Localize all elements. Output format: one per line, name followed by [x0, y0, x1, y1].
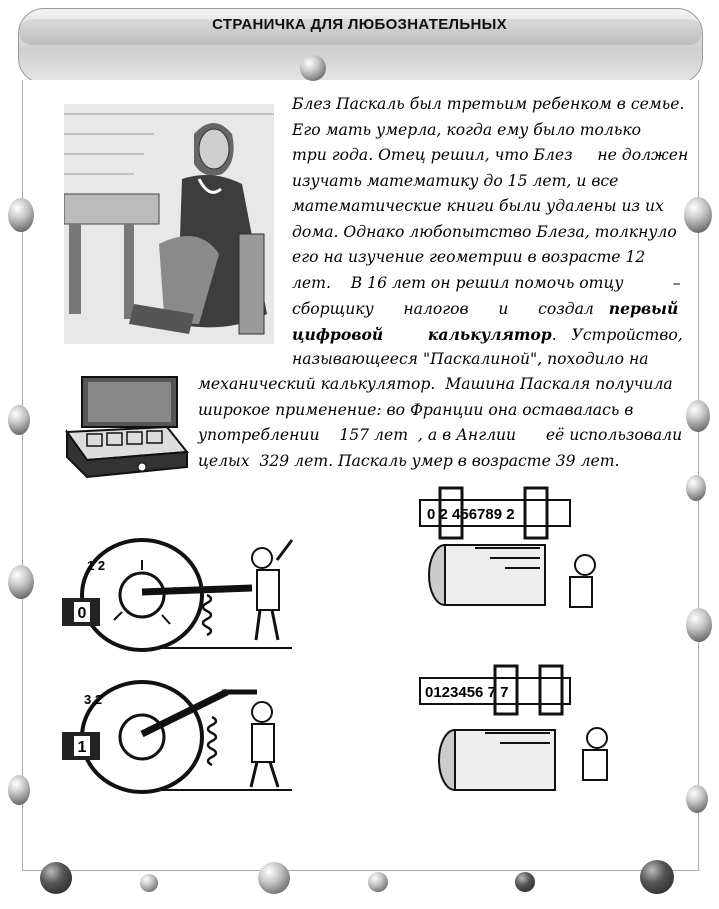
text-line: три года. Отец решил, что Блез не должен	[292, 146, 689, 164]
bead-decoration	[684, 197, 712, 233]
text-line: Блез Паскаль был третьим ребенком в семье.	[292, 95, 685, 113]
text-line: употреблении 157 лет , а в Англии её использовали	[198, 426, 683, 444]
wheel-mechanism-bottom-image	[62, 672, 302, 797]
bead-decoration	[640, 860, 674, 894]
text-line: целых 329 лет. Паскаль умер в возрасте 39 лет.	[198, 451, 620, 470]
pascaline-paragraph	[198, 372, 683, 474]
page-title: СТРАНИЧКА ДЛЯ ЛЮБОЗНАТЕЛЬНЫХ	[212, 16, 507, 33]
text-segment: . Устройство,	[551, 325, 683, 344]
bead-decoration	[8, 405, 30, 435]
text-line: изучать математику до 15 лет, и все	[292, 171, 619, 190]
text-line: дома. Однако любопытство Блеза, толкнуло	[292, 222, 677, 241]
pascaline-box-image	[62, 372, 192, 492]
bead-decoration	[40, 862, 72, 894]
text-line: его на изучение геометрии в возрасте 12	[292, 248, 646, 266]
intro-paragraph	[292, 92, 689, 373]
wheel-numbers-bottom: 3 2	[84, 692, 103, 707]
text-segment: сборщику налогов и создал	[292, 300, 594, 318]
wheel-digit-bottom: 1	[77, 739, 87, 756]
text-line	[292, 322, 683, 348]
bead-decoration	[686, 400, 710, 432]
bead-decoration	[140, 874, 158, 892]
bold-text: калькулятор	[427, 324, 552, 344]
bead-decoration	[8, 198, 34, 232]
bead-decoration	[8, 775, 30, 805]
text-line	[292, 296, 679, 322]
pascal-portrait-image	[64, 104, 274, 344]
bead-decoration	[515, 872, 535, 892]
bead-decoration	[686, 785, 708, 813]
counter-readout-bottom: 0123456 7 7	[425, 684, 509, 701]
text-line: называющееся "Паскалиной", походило на	[292, 350, 649, 368]
bead-decoration	[258, 862, 290, 894]
bead-decoration	[686, 475, 706, 501]
text-line: Его мать умерла, когда ему было только	[292, 120, 642, 139]
text-line: широкое применение: во Франции она оставалась в	[198, 400, 634, 419]
bead-decoration	[686, 608, 712, 642]
wheel-numbers-top: 1 2	[87, 558, 106, 573]
wheel-mechanism-top-image	[62, 530, 302, 655]
bead-decoration	[8, 565, 34, 599]
bold-text: цифровой	[292, 324, 384, 344]
bold-text: первый	[608, 299, 679, 318]
bead-decoration	[368, 872, 388, 892]
counter-mechanism-bottom-image	[415, 660, 625, 810]
bead-decoration	[300, 55, 326, 81]
text-line: лет. В 16 лет он решил помочь отцу –	[292, 273, 681, 292]
text-line: механический калькулятор. Машина Паскаля получила	[198, 375, 673, 393]
wheel-digit-top: 0	[77, 605, 87, 622]
text-line: математические книги были удалены из их	[292, 197, 664, 215]
counter-mechanism-top-image	[415, 480, 615, 630]
counter-readout-top: 0 2 456789 2	[427, 506, 515, 523]
